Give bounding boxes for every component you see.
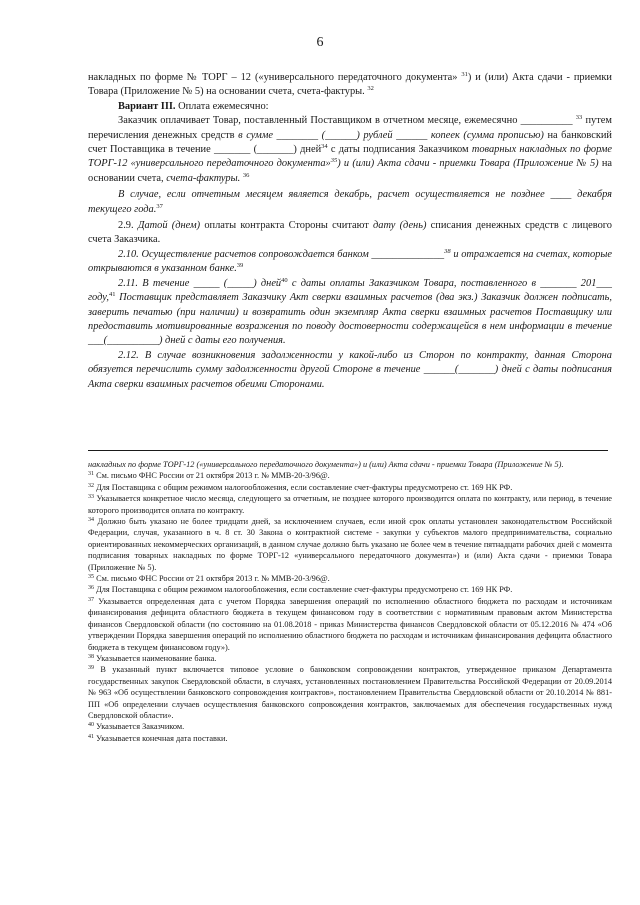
footnote-33: $^{33}$ Указывается конкретное число месяца, следующего за отчетным, не позднее которого производится оплата по контракту, или период, в течение которого производится оплата по контракту. bbox=[88, 494, 612, 515]
paragraph-december-settlement: В случае, если отчетным месяцем является декабрь, расчет осуществляется не позднее ____ декабря текущего года.$^{37}$ bbox=[88, 189, 612, 215]
paragraph-monthly-payment: Заказчик оплачивает Товар, поставленный Поставщиком в отчетном месяце, ежемесячно __________ $^{33}$ путем перечисления денежных средств в сумме ________ (______) рублей ______ копеек (сумма прописью) на банковский счет Поставщика в течение _______ (_______) дней$^{34}$ с даты подписания Заказчиком товарных накладных по форме ТОРГ-12 «универсального передаточного документа»$^{35}$) и (или) Акта сдачи - приемки Товара (Приложение № 5) на основании счета, счета-фактуры. $^{36}$ bbox=[88, 114, 612, 184]
footnote-continuation: накладных по форме ТОРГ-12 («универсального передаточного документа») и (или) Акта сдачи - приемки Товара (Приложение № 5). bbox=[88, 460, 564, 469]
paragraph-2-9-payment-date: 2.9. Датой (днем) оплаты контракта Стороны считают дату (день) списания денежных средств с лицевого счета Заказчика. bbox=[88, 220, 612, 246]
paragraph-variant-3-heading: Вариант III. Оплата ежемесячно: bbox=[118, 100, 269, 112]
paragraph-continued-delivery: накладных по форме № ТОРГ – 12 («универсального передаточного документа» $^{31}$) и (или) Акта сдачи - приемки Товара (Приложение № 5) на основании счета, счета-фактуры. $^{32}$ bbox=[88, 71, 612, 98]
footnote-35: $^{35}$ См. письмо ФНС России от 21 октября 2013 г. № ММВ-20-3/96@. bbox=[88, 574, 330, 584]
footnote-38: $^{38}$ Указывается наименование банка. bbox=[88, 653, 217, 663]
footnote-34: $^{34}$ Должно быть указано не более тридцати дней, за исключением случаев, если иной срок оплаты установлен законодательством Российской Федерации, случая, указанного в ч. 8 ст. 30 Закона о контрактной системе - закупки у субъектов малого предпринимательства, социально ориентированных некоммерческих организаций, в данном случае должно быть указано не более чем в течение пятнадцати рабочих дней с момента подписания товарных накладных по форме ТОРГ-12 «универсального передаточного документа») и (или) Акта сдачи - приемки Товара (Приложение № 5). bbox=[88, 517, 612, 572]
footnote-36: $^{36}$ Для Поставщика с общим режимом налогообложения, если составление счет-фактуры предусмотрено ст. 169 НК РФ. bbox=[88, 585, 513, 595]
footnote-separator bbox=[88, 450, 608, 451]
footnote-39: $^{39}$ В указанный пункт включается типовое условие о банковском сопровождении контрактов, утвержденное приказом Департамента государственных закупок Свердловской области, в случаях, установленных постановлением Правительства Российской Федерации от 20.09.2014 № 963 «Об осуществлении банковского сопровождения контрактов», постановлением Правительства Свердловской области от 20.10.2014 № 881-ПП «Об определении случаев осуществления банковского сопровождения контрактов, заключаемых для обеспечения государственных нужд Свердловской области». bbox=[88, 665, 612, 720]
page-number: 6 bbox=[316, 35, 324, 50]
footnotes bbox=[88, 459, 612, 744]
footnote-31: $^{31}$ См. письмо ФНС России от 21 октября 2013 г. № ММВ-20-3/96@. bbox=[88, 471, 330, 481]
footnote-37: $^{37}$ Указывается определенная дата с учетом Порядка завершения операций по исполнению областного бюджета по расходам и источникам финансирования дефицита областного бюджета в текущем финансовом году в соответствии с нормативным правовым актом Министерства финансов Свердловской области (по состоянию на 01.08.2018 - приказ Министерства финансов Свердловской области от 05.12.2016 № 474 «Об утверждении Порядка завершения операций по исполнению областного бюджета по расходам и источникам финансирования дефицита областного бюджета в текущем финансовом году»). bbox=[88, 596, 612, 652]
paragraph-2-12-debt: 2.12. В случае возникновения задолженности у какой-либо из Сторон по контракту, данная Сторона обязуется перечислить сумму задолженности другой Стороне в течение ______(_______) дней с даты подписания Акта сверки взаимных расчетов обеими Сторонами. bbox=[88, 349, 612, 390]
footnote-32: $^{32}$ Для Поставщика с общим режимом налогообложения, если составление счет-фактуры предусмотрено ст. 169 НК РФ. bbox=[88, 482, 513, 492]
contract-body bbox=[88, 71, 612, 392]
footnote-41: $^{41}$ Указывается конечная дата поставки. bbox=[88, 733, 228, 743]
footnote-40: $^{40}$ Указывается Заказчиком. bbox=[88, 722, 185, 732]
paragraph-2-11-reconciliation: 2.11. В течение _____ (_____) дней$^{40}$ с даты оплаты Заказчиком Товара, поставленного в _______ 201___ году,$^{41}$ Поставщик представляет Заказчику Акт сверки взаимных расчетов (два экз.) Заказчик должен подписать, заверить печатью (при наличии) и возвратить один экземпляр Акта сверки взаимных расчетов Поставщику или предоставить мотивированные возражения по поводу достоверности содержащейся в нем информации в течение ___(__________) дней с даты его получения. bbox=[88, 276, 612, 347]
paragraph-2-10-bank-support: 2.10. Осуществление расчетов сопровождается банком ______________$^{38}$ и отражается на счетах, которые открываются в указанном банке.$^{39}$ bbox=[88, 247, 612, 275]
